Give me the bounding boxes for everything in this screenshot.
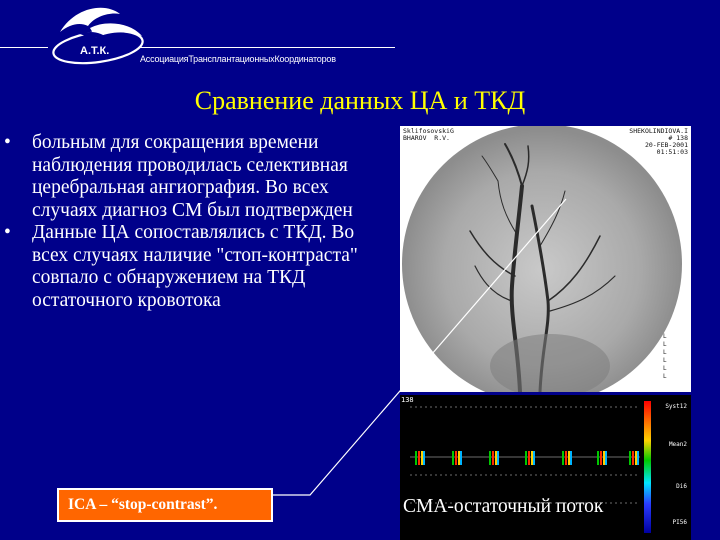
doppler-label-syst: Syst12 <box>665 403 687 410</box>
header-rule-left <box>0 47 48 48</box>
svg-text:L: L <box>663 373 667 380</box>
angiogram-header-left: SklifosovskiG BHAROV R.V. <box>403 127 454 142</box>
doppler-pulse <box>629 451 639 465</box>
association-name: АссоциацияТрансплантационныхКоординаторов <box>140 54 336 64</box>
doppler-pulse <box>452 451 462 465</box>
doppler-pulse <box>597 451 607 465</box>
cma-residual-flow-label: СМА-остаточный поток <box>403 496 604 517</box>
svg-text:L: L <box>663 349 667 356</box>
bullet-list <box>4 132 376 312</box>
bullet-item <box>4 132 376 222</box>
bullet-marker: • <box>4 222 11 243</box>
doppler-pulse <box>525 451 535 465</box>
bullet-text: Данные ЦА сопоставлялись с ТКД. Во всех случаях наличие "стоп-контраста" совпало с обнаружением на ТКД остаточного кровотока <box>32 222 358 311</box>
tcd-doppler-image <box>400 395 691 540</box>
angiogram-image <box>400 126 691 392</box>
doppler-color-scale <box>644 401 651 533</box>
header-rule-right <box>140 47 395 48</box>
svg-text:L: L <box>663 341 667 348</box>
doppler-scale-top: 138 <box>401 396 414 404</box>
doppler-label-pi: PI56 <box>672 519 687 526</box>
svg-text:L: L <box>663 365 667 372</box>
doppler-spectrum <box>400 395 644 540</box>
doppler-label-mean: Mean2 <box>668 441 687 448</box>
bullet-marker: • <box>4 132 11 153</box>
doppler-pulse <box>562 451 572 465</box>
bullet-item <box>4 222 376 312</box>
svg-text:L: L <box>663 357 667 364</box>
slide-title: Сравнение данных ЦА и ТКД <box>194 86 526 115</box>
atk-logo <box>50 2 145 70</box>
angiogram-drawing <box>400 126 691 392</box>
angiogram-header-right: SHEKOLINDIOVA.I # 138 20-FEB-2001 01:51:03 <box>629 127 688 156</box>
bullet-text: больным для сокращения времени наблюдения проводилась селективная церебральная ангиография. Во всех случаях диагноз СМ был подтвержден <box>32 132 353 221</box>
ica-stop-contrast-label: ICA – “stop-contrast”. <box>57 488 273 522</box>
svg-text:L: L <box>663 333 667 340</box>
doppler-label-dia: Di6 <box>676 483 687 490</box>
doppler-pulse <box>415 451 425 465</box>
doppler-pulse <box>489 451 499 465</box>
logo-text: А.Т.К. <box>80 45 110 57</box>
